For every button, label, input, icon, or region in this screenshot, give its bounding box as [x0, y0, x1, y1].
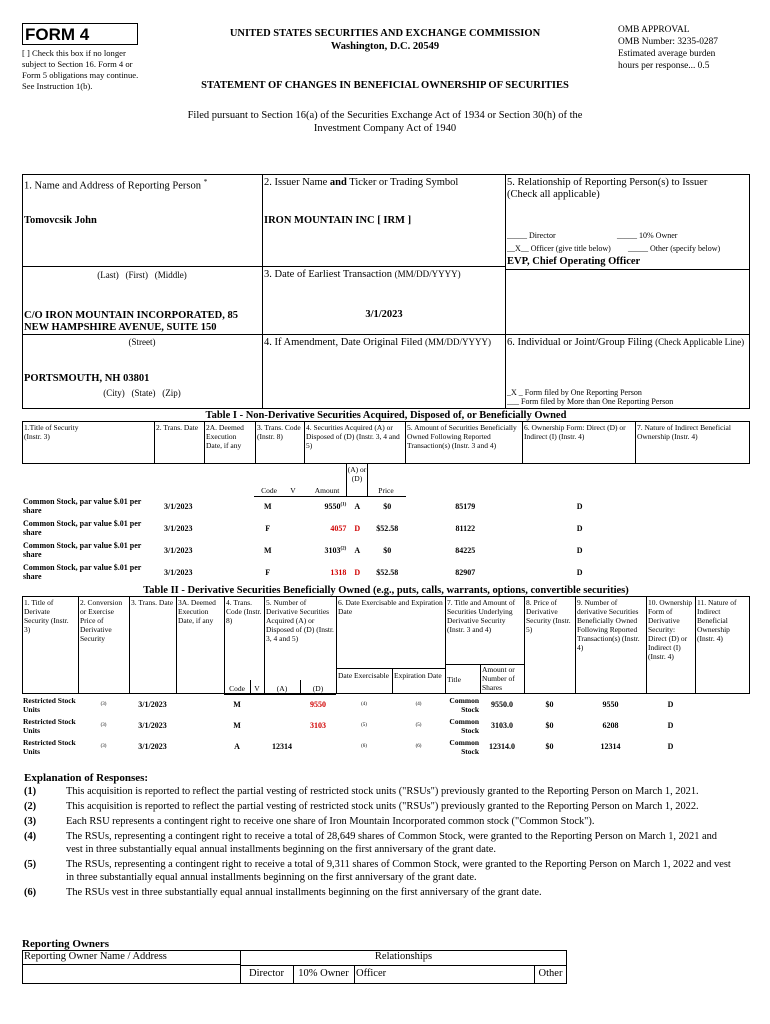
box3-format: (MM/DD/YYYY): [394, 269, 461, 279]
explanation-item: [24, 830, 736, 856]
table1-row: [22, 539, 750, 561]
ownership-form: D: [667, 721, 674, 730]
box6-sub: (Check Applicable Line): [655, 337, 745, 347]
issuer-name: IRON MOUNTAIN INC [ IRM ]: [264, 215, 412, 226]
ownership-form: D: [576, 545, 583, 555]
amount: 1318: [330, 567, 347, 577]
owners-col-officer: Officer: [356, 968, 387, 979]
ownership-form: D: [576, 523, 583, 533]
ownership-form: D: [576, 567, 583, 577]
t1-sub-aord: (A) or (D): [346, 464, 368, 497]
expiration-date[interactable]: (4): [415, 702, 422, 707]
owners-col-director: Director: [249, 968, 284, 979]
conversion-price[interactable]: (3): [100, 723, 107, 728]
v-flag: [282, 539, 303, 561]
v-flag: [282, 517, 303, 539]
table1-title: Table I - Non-Derivative Securities Acquired, Disposed of, or Beneficially Owned: [205, 410, 567, 421]
t2-h9: 9. Number of derivative Securities Beneficially Owned Following Reported Transaction(s) (Instr. 4): [577, 598, 640, 652]
street-label: (Street): [128, 337, 156, 347]
filed-pursuant: [100, 109, 670, 135]
box2-label-a: 2. Issuer Name: [264, 177, 328, 188]
conversion-price[interactable]: (3): [100, 702, 107, 707]
t1-h2a: 2A. Deemed Execution Date, if any: [206, 423, 244, 450]
box2-label: [264, 177, 458, 189]
t2-sub-exercisable: Date Exercisable: [338, 671, 390, 680]
t2-h8: 8. Price of Derivative Security (Instr. 5): [526, 598, 571, 634]
t2-sub-v: V: [254, 684, 260, 693]
t1-sub-v: V: [290, 486, 296, 495]
table1-row: [22, 495, 750, 517]
explanation-item: [24, 815, 736, 828]
deemed-date: [203, 539, 254, 561]
security-title: Common Stock, par value $.01 per share: [23, 497, 142, 515]
amount-value: 3103: [324, 545, 341, 555]
table1-row: [22, 517, 750, 539]
t1-h3: 3. Trans. Code (Instr. 8): [257, 423, 301, 441]
agency-name: UNITED STATES SECURITIES AND EXCHANGE COMMISSION: [229, 28, 541, 39]
city-label: (City) (State) (Zip): [103, 388, 181, 398]
t1-h4: 4. Securities Acquired (A) or Disposed of (D) (Instr. 3, 4 and 5): [306, 423, 400, 450]
v-flag: [250, 715, 264, 736]
explanation-number: (4): [24, 831, 37, 842]
name-parts-label: (Last) (First) (Middle): [97, 270, 187, 280]
deemed-date: [176, 736, 224, 757]
disposed: 9550: [310, 700, 326, 709]
omb-hours: hours per response... 0.5: [618, 61, 710, 71]
acquired: [264, 715, 300, 736]
rel-officer[interactable]: __X__ Officer (give title below): [507, 244, 611, 253]
acquired: 12314: [272, 742, 292, 751]
t1-h7: 7. Nature of Indirect Beneficial Ownership (Instr. 4): [637, 423, 731, 441]
underlying-amount: 12314.0: [489, 742, 515, 751]
explanation-number: (5): [24, 859, 37, 870]
transaction-code: M: [263, 501, 272, 511]
t1-sub-amount: Amount: [314, 486, 340, 495]
explanation-text: The RSUs, representing a contingent right to receive a total of 9,311 shares of Common Stock, were granted to the Reporting Person on March 1, 2022 and vest in three substantially equal annual installments beginning on the first anniversary of the grant date.: [66, 859, 731, 883]
explanation-number: (3): [24, 816, 37, 827]
box5-sub: (Check all applicable): [507, 189, 600, 200]
transaction-date: 3/1/2023: [138, 742, 167, 751]
a-or-d: D: [354, 567, 361, 577]
t2-h2: 2. Conversion or Exercise Price of Derivative Security: [80, 598, 123, 643]
t2-h3: 3. Trans. Date: [131, 598, 174, 607]
t2-sub-title: Title: [447, 675, 461, 684]
acquired: [264, 694, 300, 715]
box4-label: [264, 337, 491, 349]
price: $52.58: [376, 523, 399, 533]
amount-footnote[interactable]: (2): [340, 545, 347, 551]
t2-sub-d: (D): [312, 684, 324, 693]
owners-col-10pct: 10% Owner: [298, 968, 349, 979]
security-title: Common Stock, par value $.01 per share: [23, 563, 142, 581]
explanation-item: [24, 785, 736, 798]
explanation-text: The RSUs, representing a contingent right to receive a total of 28,649 shares of Common Stock, were granted to the Reporting Person on March 1, 2021 and vest in three substantially equal annual installments beginning on the first anniversary of the grant date.: [66, 831, 717, 855]
amount-value: 9550: [324, 501, 341, 511]
table2-row: [22, 736, 750, 757]
box2-label-b: Ticker or Trading Symbol: [349, 177, 459, 188]
filing-multiple-persons[interactable]: ___ Form filed by More than One Reporting Person: [507, 397, 674, 406]
officer-title: EVP, Chief Operating Officer: [507, 256, 641, 267]
owners-col-other: Other: [538, 968, 563, 979]
derivative-title: Restricted Stock Units: [23, 737, 76, 756]
t2-sub-expiration: Expiration Date: [394, 671, 442, 680]
omb-burden: Estimated average burden: [618, 49, 716, 59]
table1-rows: [22, 495, 750, 583]
owned-following: 9550: [602, 700, 619, 709]
date-exercisable[interactable]: (6): [361, 744, 367, 749]
nature-indirect: [695, 715, 750, 736]
v-flag: [250, 736, 264, 757]
table2-rows: [22, 694, 750, 757]
price: $0: [383, 501, 392, 511]
t2-sub-amount: Amount or Number of Shares: [482, 665, 515, 692]
derivative-title: Restricted Stock Units: [23, 695, 76, 714]
owned-following: 85179: [455, 501, 476, 511]
box6-label: [507, 337, 747, 349]
underlying-title: Common Stock: [449, 737, 479, 756]
deemed-date: [176, 694, 224, 715]
t1-sub-price: Price: [378, 486, 394, 495]
table1-row: [22, 561, 750, 583]
derivative-title: Restricted Stock Units: [23, 716, 76, 735]
t2-h5: 5. Number of Derivative Securities Acquired (A) or Disposed of (D) (Instr. 3, 4 and 5): [266, 598, 334, 643]
v-flag: [250, 694, 264, 715]
agency-location: Washington, D.C. 20549: [330, 41, 440, 52]
explanation-item: [24, 858, 736, 884]
t2-sub-code: Code: [229, 684, 245, 693]
v-flag: [282, 495, 303, 517]
explanation-title: Explanation of Responses:: [24, 772, 149, 784]
box4-format: (MM/DD/YYYY): [424, 337, 491, 347]
nature-indirect: [636, 517, 750, 539]
transaction-date: 3/1/2023: [138, 721, 167, 730]
transaction-date: 3/1/2023: [164, 567, 193, 577]
owned-following: 12314: [600, 742, 621, 751]
conversion-price[interactable]: (3): [100, 744, 107, 749]
a-or-d: D: [354, 523, 361, 533]
filing-one-person[interactable]: _X _ Form filed by One Reporting Person: [507, 388, 642, 397]
box5-label-text: 5. Relationship of Reporting Person(s) to Issuer: [507, 177, 708, 188]
transaction-code: A: [234, 742, 240, 751]
t2-sub-a: (A): [276, 684, 288, 693]
price: $0: [383, 545, 392, 555]
v-flag: [282, 561, 303, 583]
t2-h4: 4. Trans. Code (Instr. 8): [226, 598, 262, 625]
transaction-code: M: [263, 545, 272, 555]
t2-h11: 11. Nature of Indirect Beneficial Ownership (Instr. 4): [697, 598, 737, 643]
underlying-amount: 3103.0: [491, 721, 513, 730]
t1-h1: 1.Title of Security (Instr. 3): [24, 423, 79, 441]
box5-label: [507, 177, 747, 201]
disposed: 3103: [310, 721, 326, 730]
box6-label-text: 6. Individual or Joint/Group Filing: [507, 337, 653, 348]
city-state-zip: PORTSMOUTH, NH 03801: [24, 373, 150, 384]
box2-label-and: and: [329, 177, 347, 188]
derivative-price: $0: [545, 700, 554, 709]
form-title: FORM 4: [22, 23, 138, 45]
ownership-form: D: [667, 700, 674, 709]
nature-indirect: [636, 495, 750, 517]
t1-sub-code: Code: [261, 486, 277, 495]
explanation-number: (2): [24, 801, 37, 812]
nature-indirect: [636, 561, 750, 583]
statement-title: STATEMENT OF CHANGES IN BENEFICIAL OWNERSHIP OF SECURITIES: [201, 80, 569, 91]
street-line2: NEW HAMPSHIRE AVENUE, SUITE 150: [24, 322, 217, 333]
omb-approval: [618, 24, 758, 72]
derivative-price: $0: [545, 721, 554, 730]
t2-h6: 6. Date Exercisable and Expiration Date: [338, 598, 443, 616]
t2-h1: 1. Title of Derivate Security (Instr. 3): [24, 598, 69, 634]
check-box-notice[interactable]: [ ] Check this box if no longer subject to Section 16. Form 4 or Form 5 obligations may continue. See Instruction 1(b).: [22, 48, 139, 91]
disposed: [300, 736, 336, 757]
omb-number: OMB Number: 3235-0287: [618, 37, 718, 47]
reporting-person-name: Tomovcsik John: [24, 215, 97, 226]
a-or-d: A: [354, 545, 361, 555]
explanation-text: This acquisition is reported to reflect the partial vesting of restricted stock units ("RSUs") previously granted to the Reporting Person on March 1, 2021.: [66, 786, 699, 797]
explanation-item: [24, 886, 736, 899]
transaction-code: F: [265, 567, 271, 577]
rel-other[interactable]: _____ Other (specify below): [628, 244, 721, 253]
deemed-date: [203, 495, 254, 517]
owned-following: 84225: [455, 545, 476, 555]
transaction-date: 3/1/2023: [164, 501, 193, 511]
t2-h7: 7. Title and Amount of Securities Underlying Derivative Security (Instr. 3 and 4): [447, 598, 516, 634]
amount: [303, 539, 348, 561]
security-title: Common Stock, par value $.01 per share: [23, 541, 142, 559]
deemed-date: [203, 517, 254, 539]
explanation-text: The RSUs vest in three substantially equal annual installments beginning on the first anniversary of the grant date.: [66, 887, 542, 898]
security-title: Common Stock, par value $.01 per share: [23, 519, 142, 537]
explanation-list: [24, 785, 736, 901]
expiration-date[interactable]: (6): [415, 744, 422, 749]
owned-following: 81122: [455, 523, 476, 533]
underlying-amount: 9550.0: [491, 700, 513, 709]
explanation-item: [24, 800, 736, 813]
transaction-code: M: [233, 721, 241, 730]
street-line1: C/O IRON MOUNTAIN INCORPORATED, 85: [24, 310, 238, 321]
nature-indirect: [695, 736, 750, 757]
underlying-title: Common Stock: [449, 695, 479, 714]
box1-label-text: 1. Name and Address of Reporting Person: [24, 180, 202, 192]
deemed-date: [176, 715, 224, 736]
transaction-date: 3/1/2023: [164, 523, 193, 533]
derivative-price: $0: [545, 742, 554, 751]
transaction-code: F: [265, 523, 271, 533]
date-exercisable[interactable]: (5): [361, 723, 367, 728]
explanation-number: (1): [24, 786, 37, 797]
nature-indirect: [695, 694, 750, 715]
t1-h2: 2. Trans. Date: [156, 423, 199, 432]
transaction-code: M: [233, 700, 241, 709]
earliest-transaction-date: 3/1/2023: [365, 309, 403, 320]
ownership-form: D: [667, 742, 674, 751]
filed-pursuant-line2: Investment Company Act of 1940: [313, 123, 457, 134]
amount: [303, 495, 348, 517]
price: $52.58: [376, 567, 399, 577]
table2-row: [22, 715, 750, 736]
table2-title: Table II - Derivative Securities Beneficially Owned (e.g., puts, calls, warrants, options, convertible securities): [143, 585, 629, 596]
underlying-title: Common Stock: [449, 716, 479, 735]
amount-footnote[interactable]: (1): [340, 501, 347, 507]
box3-label-text: 3. Date of Earliest Transaction: [264, 269, 393, 280]
owned-following: 6208: [602, 721, 619, 730]
filed-pursuant-line1: Filed pursuant to Section 16(a) of the Securities Exchange Act of 1934 or Section 30(h) of the: [187, 110, 583, 121]
t2-h10: 10. Ownership Form of Derivative Security: Direct (D) or Indirect (I) (Instr. 4): [648, 598, 693, 661]
ownership-form: D: [576, 501, 583, 511]
box3-label: [264, 269, 461, 281]
rel-10pct-owner[interactable]: _____ 10% Owner: [617, 231, 678, 240]
amount: 4057: [330, 523, 347, 533]
table2-row: [22, 694, 750, 715]
transaction-date: 3/1/2023: [138, 700, 167, 709]
a-or-d: A: [354, 501, 361, 511]
t1-h6: 6. Ownership Form: Direct (D) or Indirect (I) (Instr. 4): [524, 423, 626, 441]
rel-director[interactable]: _____ Director: [507, 231, 556, 240]
omb-title: OMB APPROVAL: [618, 25, 690, 35]
deemed-date: [203, 561, 254, 583]
owners-title: Reporting Owners: [22, 938, 110, 950]
explanation-text: Each RSU represents a contingent right to receive one share of Iron Mountain Incorporated common stock ("Common Stock").: [66, 816, 595, 827]
expiration-date[interactable]: (5): [415, 723, 422, 728]
nature-indirect: [636, 539, 750, 561]
owners-col-relationships: Relationships: [374, 951, 433, 962]
owners-col-name: Reporting Owner Name / Address: [24, 951, 167, 962]
box1-label: [24, 177, 207, 193]
box1-marker: *: [203, 177, 208, 186]
date-exercisable[interactable]: (4): [361, 702, 367, 707]
explanation-number: (6): [24, 887, 37, 898]
transaction-date: 3/1/2023: [164, 545, 193, 555]
owned-following: 82907: [455, 567, 476, 577]
t2-h3a: 3A. Deemed Execution Date, if any: [178, 598, 216, 625]
street-address: [24, 310, 260, 334]
explanation-text: This acquisition is reported to reflect the partial vesting of restricted stock units ("RSUs") previously granted to the Reporting Person on March 1, 2022.: [66, 801, 699, 812]
box4-label-text: 4. If Amendment, Date Original Filed: [264, 337, 423, 348]
t1-h5: 5. Amount of Securities Beneficially Owned Following Reported Transaction(s) (Instr. 3 and 4): [407, 423, 517, 450]
